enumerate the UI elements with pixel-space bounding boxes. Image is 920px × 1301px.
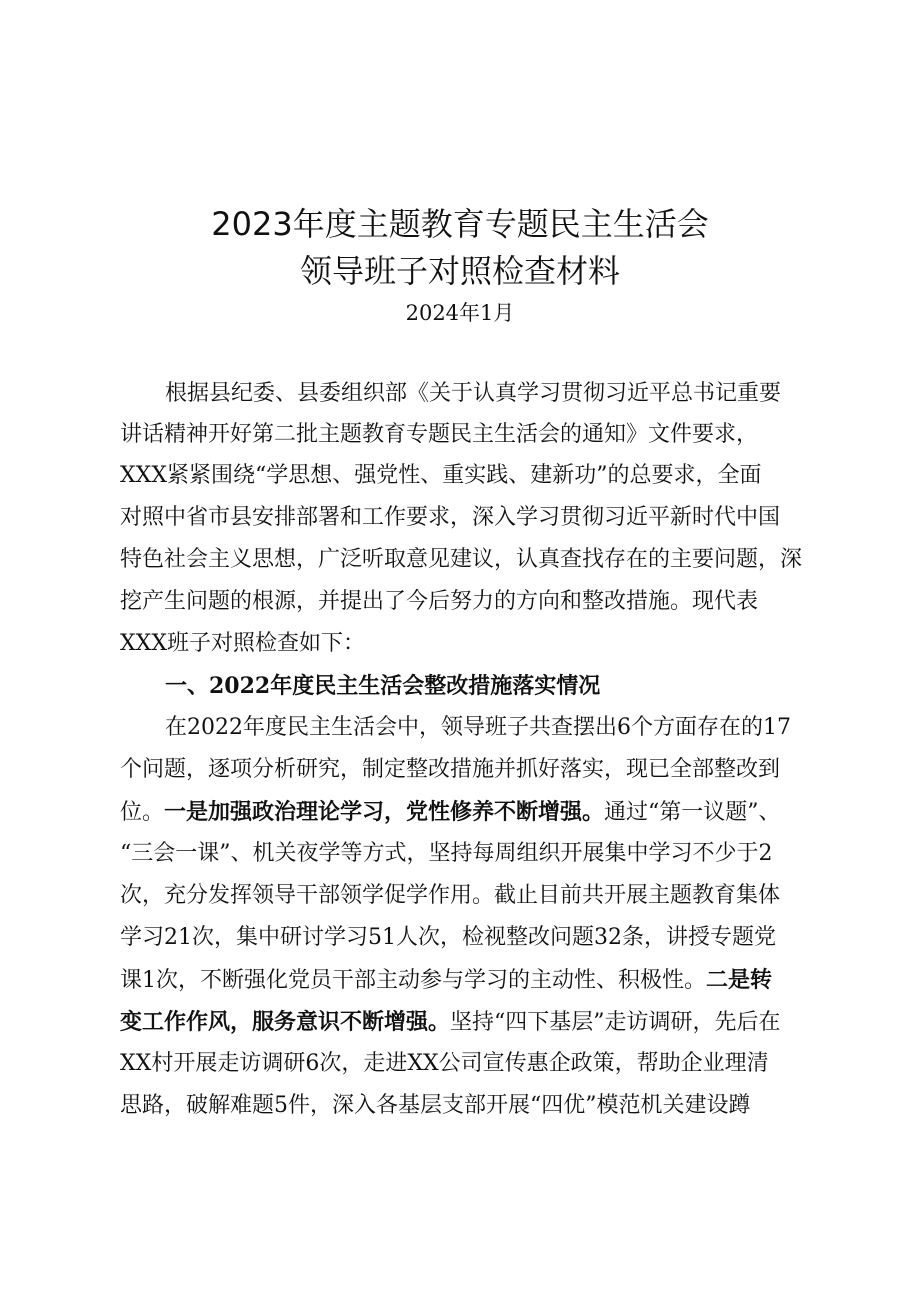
point-two-heading-end: 变工作作风，服务意识不断增强。 [120, 1009, 451, 1035]
document-title-line1: 2023年度主题教育专题民主生活会 [211, 205, 709, 243]
paragraph-2-line-2: 个问题，逐项分析研究，制定整改措施并抓好落实，现已全部整改到 [120, 757, 781, 782]
point-one-heading: 一是加强政治理论学习，党性修养不断增强。 [164, 799, 605, 825]
paragraph-2-text: 通过“第一议题”、 [604, 800, 781, 825]
document-title-line2: 领导班子对照检查材料 [299, 252, 620, 290]
point-two-heading-start: 二是转 [706, 967, 773, 993]
paragraph-2-text: 坚持“四下基层”走访调研，先后在 [450, 1010, 781, 1035]
paragraph-2-line-3 [120, 794, 827, 830]
paragraph-2-line-5: 次，充分发挥领导干部领学促学作用。截止目前共开展主题教育集体 [120, 883, 781, 908]
paragraph-2-line-6: 学习21次，集中研讨学习51人次，检视整改问题32条，讲授专题党 [120, 925, 776, 950]
section-heading-1: 一、2022年度民主生活会整改措施落实情况 [165, 673, 601, 699]
paragraph-1-line-6: 挖产生问题的根源，并提出了今后努力的方向和整改措施。现代表 [120, 589, 759, 614]
paragraph-2-line-7 [120, 962, 827, 998]
paragraph-2-text: 位。 [120, 800, 165, 825]
paragraph-1-line-2: 讲话精神开好第二批主题教育专题民主生活会的通知》文件要求， [120, 422, 759, 447]
paragraph-2-line-1: 在2022年度民主生活会中，领导班子共查摆出6个方面存在的17 [165, 715, 791, 740]
paragraph-2-line-4: “三会一课”、机关夜学等方式，坚持每周组织开展集中学习不少于2 [120, 841, 773, 866]
paragraph-1-line-4: 对照中省市县安排部署和工作要求，深入学习贯彻习近平新时代中国 [120, 505, 781, 530]
paragraph-1-line-7: XXX班子对照检查如下： [120, 631, 365, 656]
paragraph-1-line-5: 特色社会主义思想，广泛听取意见建议，认真查找存在的主要问题，深 [120, 547, 803, 572]
paragraph-2-line-10: 思路，破解难题5件，深入各基层支部开展“四优”模范机关建设蹲 [120, 1093, 751, 1118]
paragraph-2-line-8 [120, 1004, 827, 1040]
document-date: 2024年1月 [405, 301, 515, 325]
paragraph-2-line-9: XX村开展走访调研6次，走进XX公司宣传惠企政策，帮助企业理清 [120, 1051, 769, 1076]
paragraph-2-text: 课1次，不断强化党员干部主动参与学习的主动性、积极性。 [120, 968, 706, 993]
paragraph-1-line-1: 根据县纪委、县委组织部《关于认真学习贯彻习近平总书记重要 [165, 381, 782, 406]
paragraph-1-line-3: XXX紧紧围绕“学思想、强党性、重实践、建新功”的总要求，全面 [120, 463, 762, 488]
